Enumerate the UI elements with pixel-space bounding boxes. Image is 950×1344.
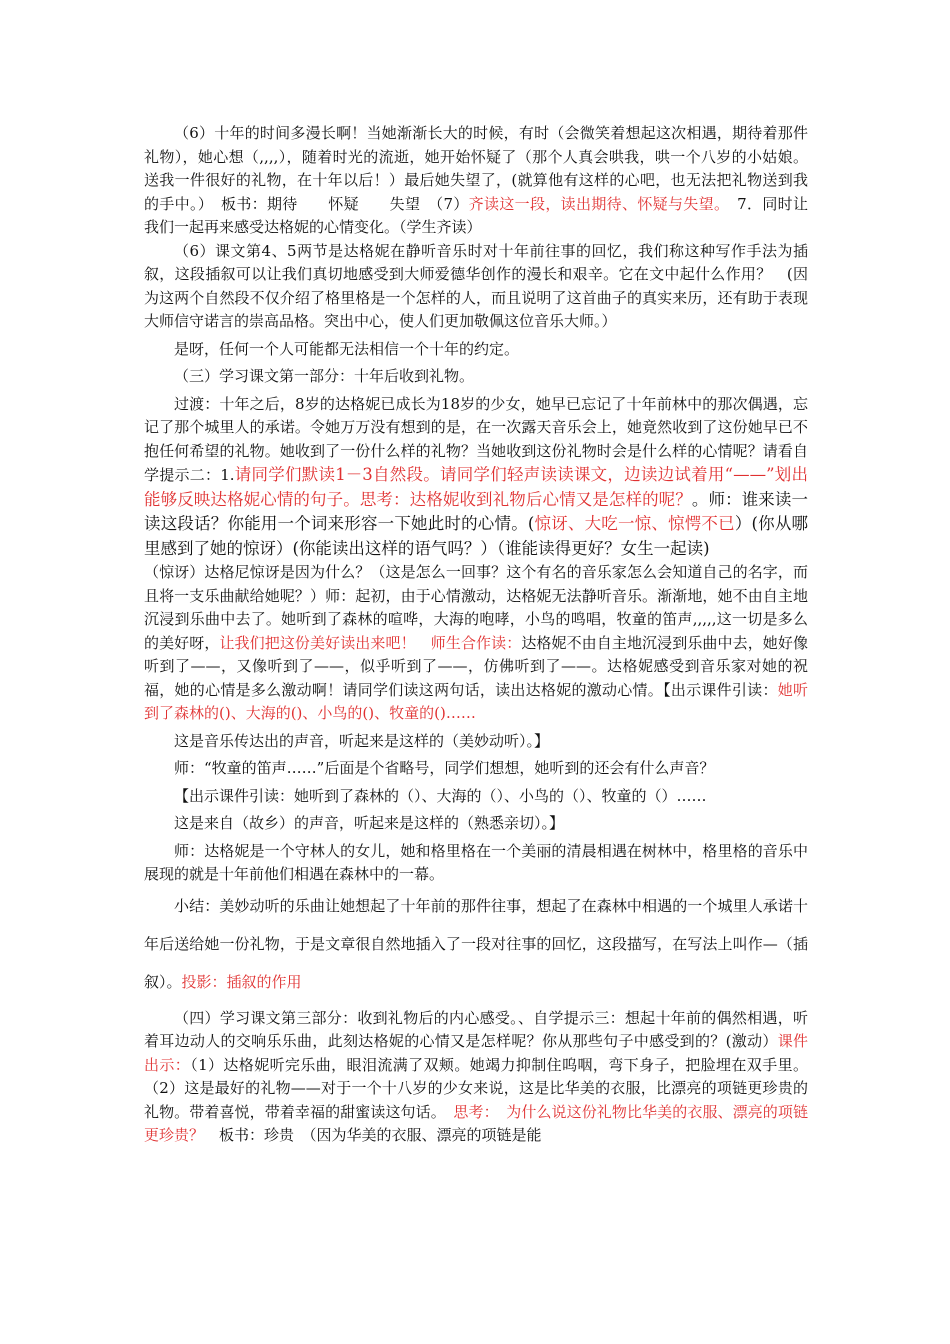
section-4-text: （四）学习课文第三部分：收到礼物后的内心感受。、自学提示三：想起十年前的偶然相遇，听着耳边动人的交响乐乐曲，此刻达格妮的心情又是怎样呢？你从那些句子中感受到的？(激动）: [144, 1008, 808, 1050]
mood-words-highlight: 惊讶、大吃一惊、惊愕不已: [534, 514, 735, 533]
blackboard-note: 板书：珍贵 （因为华美的衣服、漂亮的项链是能: [204, 1126, 542, 1144]
paragraph-1-text: （6）十年的时间多漫长啊！当她渐渐长大的时候，有时（会微笑着想起这次相遇，期待着那件礼物），她心想（,,,,），随着时光的流逝，她开始怀疑了（那个人真会哄我，哄一个八岁的小姑娘。送我一件很好的礼物，在十年以后！）最后她失望了，(就算他有这样的心吧，也无法把礼物送到我的手中。） 板书：期待 怀疑 失望 （7）: [144, 124, 808, 213]
paragraph-2: （6）课文第4、5两节是达格妮在静听音乐时对十年前往事的回忆，我们称这种写作手法为插叙，这段插叙可以让我们真切地感受到大师爱德华创作的漫长和艰辛。它在文中起什么作用？ (因为这两个自然段不仅介绍了格里格是一个怎样的人，而且说明了这首曲子的真实来历，还有助于表现大师信守诺言的崇高品格。突出中心，使人们更加敬佩这位音乐大师。）: [144, 241, 808, 330]
cooperative-reading-highlight: 让我们把这份美好读出来吧！ 师生合作读：: [219, 633, 522, 652]
paragraph-transition: [144, 393, 808, 562]
document-body: [144, 122, 808, 1148]
courseware-sentences: （1）达格妮听完乐曲，眼泪流满了双颊。她竭力抑制住呜咽，弯下身子，把脸埋在双手里。（2）这是最好的礼物——对于一个十八岁的少女来说，这是比华美的衣服，比漂亮的项链更珍贵的礼物。带着喜悦，带着幸福的甜蜜读这句话。: [144, 1055, 808, 1121]
courseware-prompt-highlight: 她听到了森林的()、大海的()、小鸟的()、牧童的()……: [144, 680, 808, 722]
cooperative-reading-text: 达格妮不由自主地沉浸到乐曲中去，她好像听到了——，又像听到了——，似乎听到了——，仿佛听到了——。达格妮感受到音乐家对她的祝福，她的心情是多么激动啊！请同学们读这两句话，读出达格妮的激动心情。【出示课件引读：: [144, 633, 808, 699]
paragraph-1-tail: 7．同时让我们一起再来感受达格妮的心情变化。（学生齐读）: [144, 194, 809, 236]
paragraph-surprise: [144, 561, 808, 726]
summary-text: 小结：美妙动听的乐曲让她想起了十年前的那件往事，想起了在森林中相遇的一个城里人承诺十年后送给她一份礼物，于是文章很自然地插入了一段对往事的回忆，这段描写，在写法上叫作—（插叙）。: [144, 896, 808, 991]
paragraph-3: 是呀，任何一个人可能都无法相信一个十年的约定。: [174, 339, 520, 358]
teacher-question: 。师：谁来读一读这段话？你能用一个词来形容一下她此时的心情。(: [144, 489, 809, 533]
paragraph-1-highlight: 齐读这一段，读出期待、怀疑与失望。: [468, 194, 722, 213]
paragraph-1: [144, 122, 808, 240]
paragraph-courseware-prompt: 【出示课件引读：她听到了森林的（）、大海的（）、小鸟的（）、牧童的（）……: [174, 786, 707, 805]
reading-instructions: ）(你从哪里感到了她的惊讶）(你能读出这样的语气吗？）（谁能读得更好？女生一起读): [144, 514, 809, 558]
paragraph-beautiful-sound: 这是音乐传达出的声音，听起来是这样的（美妙动听）。】: [174, 731, 550, 750]
thinking-question-highlight: 思考： 为什么说这份礼物比华美的衣服、漂亮的项链更珍贵？: [144, 1102, 808, 1144]
transition-text: 过渡：十年之后，8岁的达格妮已成长为18岁的少女，她早已忘记了十年前林中的那次偶遇，忘记了那个城里人的承诺。令她万万没有想到的是，在一次露天音乐会上，她竟然收到了这份她早已不抱任何希望的礼物。她收到了一份什么样的礼物？当她收到这份礼物时会是什么样的心情呢？请看自学提示二：1.: [144, 394, 808, 484]
courseware-label-highlight: 课件出示：: [144, 1032, 808, 1074]
paragraph-summary: [144, 887, 808, 1001]
paragraph-ellipsis-question: 师：“牧童的笛声……”后面是个省略号，同学们想想，她听到的还会有什么声音？: [174, 759, 715, 777]
section-heading-3: （三）学习课文第一部分：十年后收到礼物。: [174, 367, 475, 385]
reading-prompt-highlight: 请同学们默读1－3自然段。请同学们轻声读读课文，边读边试着用“——”划出能够反映达格妮心情的句子。思考：达格妮收到礼物后心情又是怎样的呢？: [144, 465, 809, 509]
projection-highlight: 投影：插叙的作用: [181, 972, 302, 991]
surprise-text: （惊讶）达格尼惊讶是因为什么？（这是怎么一回事？这个有名的音乐家怎么会知道自己的名字，而且将一支乐曲献给她呢？）师：起初，由于心情激动，达格妮无法静听音乐。渐渐地，她不由自主地沉浸到乐曲中去了。她听到了森林的喧哗，大海的咆哮，小鸟的鸣唱，牧童的笛声,,,,,这一切是多么的美好呀，: [144, 563, 808, 652]
paragraph-section-4: [144, 1007, 808, 1148]
paragraph-hometown-sound: 这是来自（故乡）的声音，听起来是这样的（熟悉亲切）。】: [174, 814, 565, 832]
paragraph-forest-scene: 师：达格妮是一个守林人的女儿，她和格里格在一个美丽的清晨相遇在树林中，格里格的音乐中展现的就是十年前他们相遇在森林中的一幕。: [144, 841, 808, 883]
